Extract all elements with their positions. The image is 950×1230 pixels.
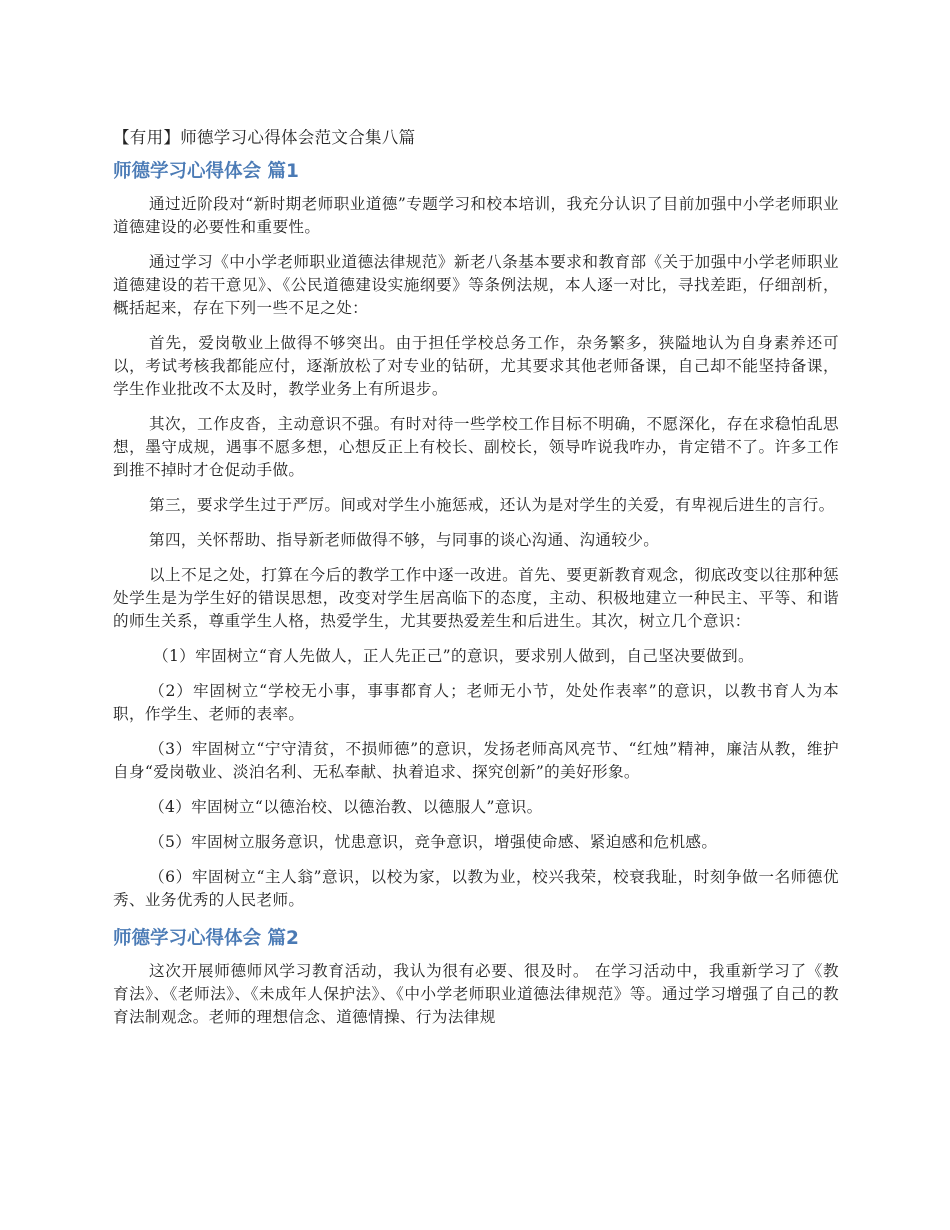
- list-item: （3）牢固树立“宁守清贫，不损师德”的意识，发扬老师高风亮节、“红烛”精神，廉洁从教，维护自身“爱岗敬业、淡泊名利、无私奉献、执着追求、探究创新”的美好形象。: [113, 740, 839, 781]
- paragraph: 第三，要求学生过于严厉。间或对学生小施惩戒，还认为是对学生的关爱，有卑视后进生的言行。: [149, 496, 835, 514]
- section-2: [113, 926, 839, 1029]
- section-heading: 师德学习心得体会 篇2: [113, 928, 299, 949]
- paragraph: 第四，关怀帮助、指导新老师做得不够，与同事的谈心沟通、沟通较少。: [149, 531, 660, 549]
- list-item: （1）牢固树立“育人先做人，正人先正己”的意识，要求别人做到，自己坚决要做到。: [153, 647, 754, 665]
- document-page: [113, 126, 839, 1041]
- paragraph: 这次开展师德师风学习教育活动，我认为很有必要、很及时。 在学习活动中，我重新学习了《教育法》、《老师法》、《未成年人保护法》、《中小学老师职业道德法律规范》等。通过学习增强了自己的教育法制观念。老师的理想信念、道德情操、行为法律规: [113, 962, 839, 1026]
- paragraph: 通过学习《中小学老师职业道德法律规范》新老八条基本要求和教育部《关于加强中小学老师职业道德建设的若干意见》、《公民道德建设实施纲要》等条例法规，本人逐一对比，寻找差距，仔细剖析，概括起来，存在下列一些不足之处：: [113, 253, 839, 317]
- document-title: 【有用】师德学习心得体会范文合集八篇: [113, 128, 416, 147]
- list-item: （2）牢固树立“学校无小事，事事都育人；老师无小节，处处作表率”的意识，以教书育人为本职，作学生、老师的表率。: [113, 682, 839, 723]
- paragraph: 首先，爱岗敬业上做得不够突出。由于担任学校总务工作，杂务繁多，狭隘地认为自身素养还可以，考试考核我都能应付，逐渐放松了对专业的钻研，尤其要求其他老师备课，自己却不能坚持备课，学生作业批改不太及时，教学业务上有所退步。: [113, 334, 839, 398]
- list-item: （5）牢固树立服务意识，忧患意识，竞争意识，增强使命感、紧迫感和危机感。: [149, 833, 718, 851]
- list-item: （4）牢固树立“以德治校、以德治教、以德服人”意识。: [149, 798, 543, 816]
- paragraph: 其次，工作皮沓，主动意识不强。有时对待一些学校工作目标不明确，不愿深化，存在求稳怕乱思想，墨守成规，遇事不愿多想，心想反正上有校长、副校长，领导咋说我咋办，肯定错不了。许多工作到推不掉时才仓促动手做。: [113, 415, 839, 479]
- paragraph: 通过近阶段对“新时期老师职业道德”专题学习和校本培训，我充分认识了目前加强中小学老师职业道德建设的必要性和重要性。: [113, 195, 839, 236]
- paragraph: 以上不足之处，打算在今后的教学工作中逐一改进。首先、要更新教育观念，彻底改变以往那种惩处学生是为学生好的错误思想，改变对学生居高临下的态度，主动、积极地建立一种民主、平等、和谐的师生关系，尊重学生人格，热爱学生，尤其要热爱差生和后进生。其次，树立几个意识：: [113, 566, 839, 630]
- section-1: [113, 159, 839, 912]
- list-item: （6）牢固树立“主人翁”意识，以校为家，以教为业，校兴我荣，校衰我耻，时刻争做一名师德优秀、业务优秀的人民老师。: [113, 868, 839, 909]
- section-heading: 师德学习心得体会 篇1: [113, 161, 299, 182]
